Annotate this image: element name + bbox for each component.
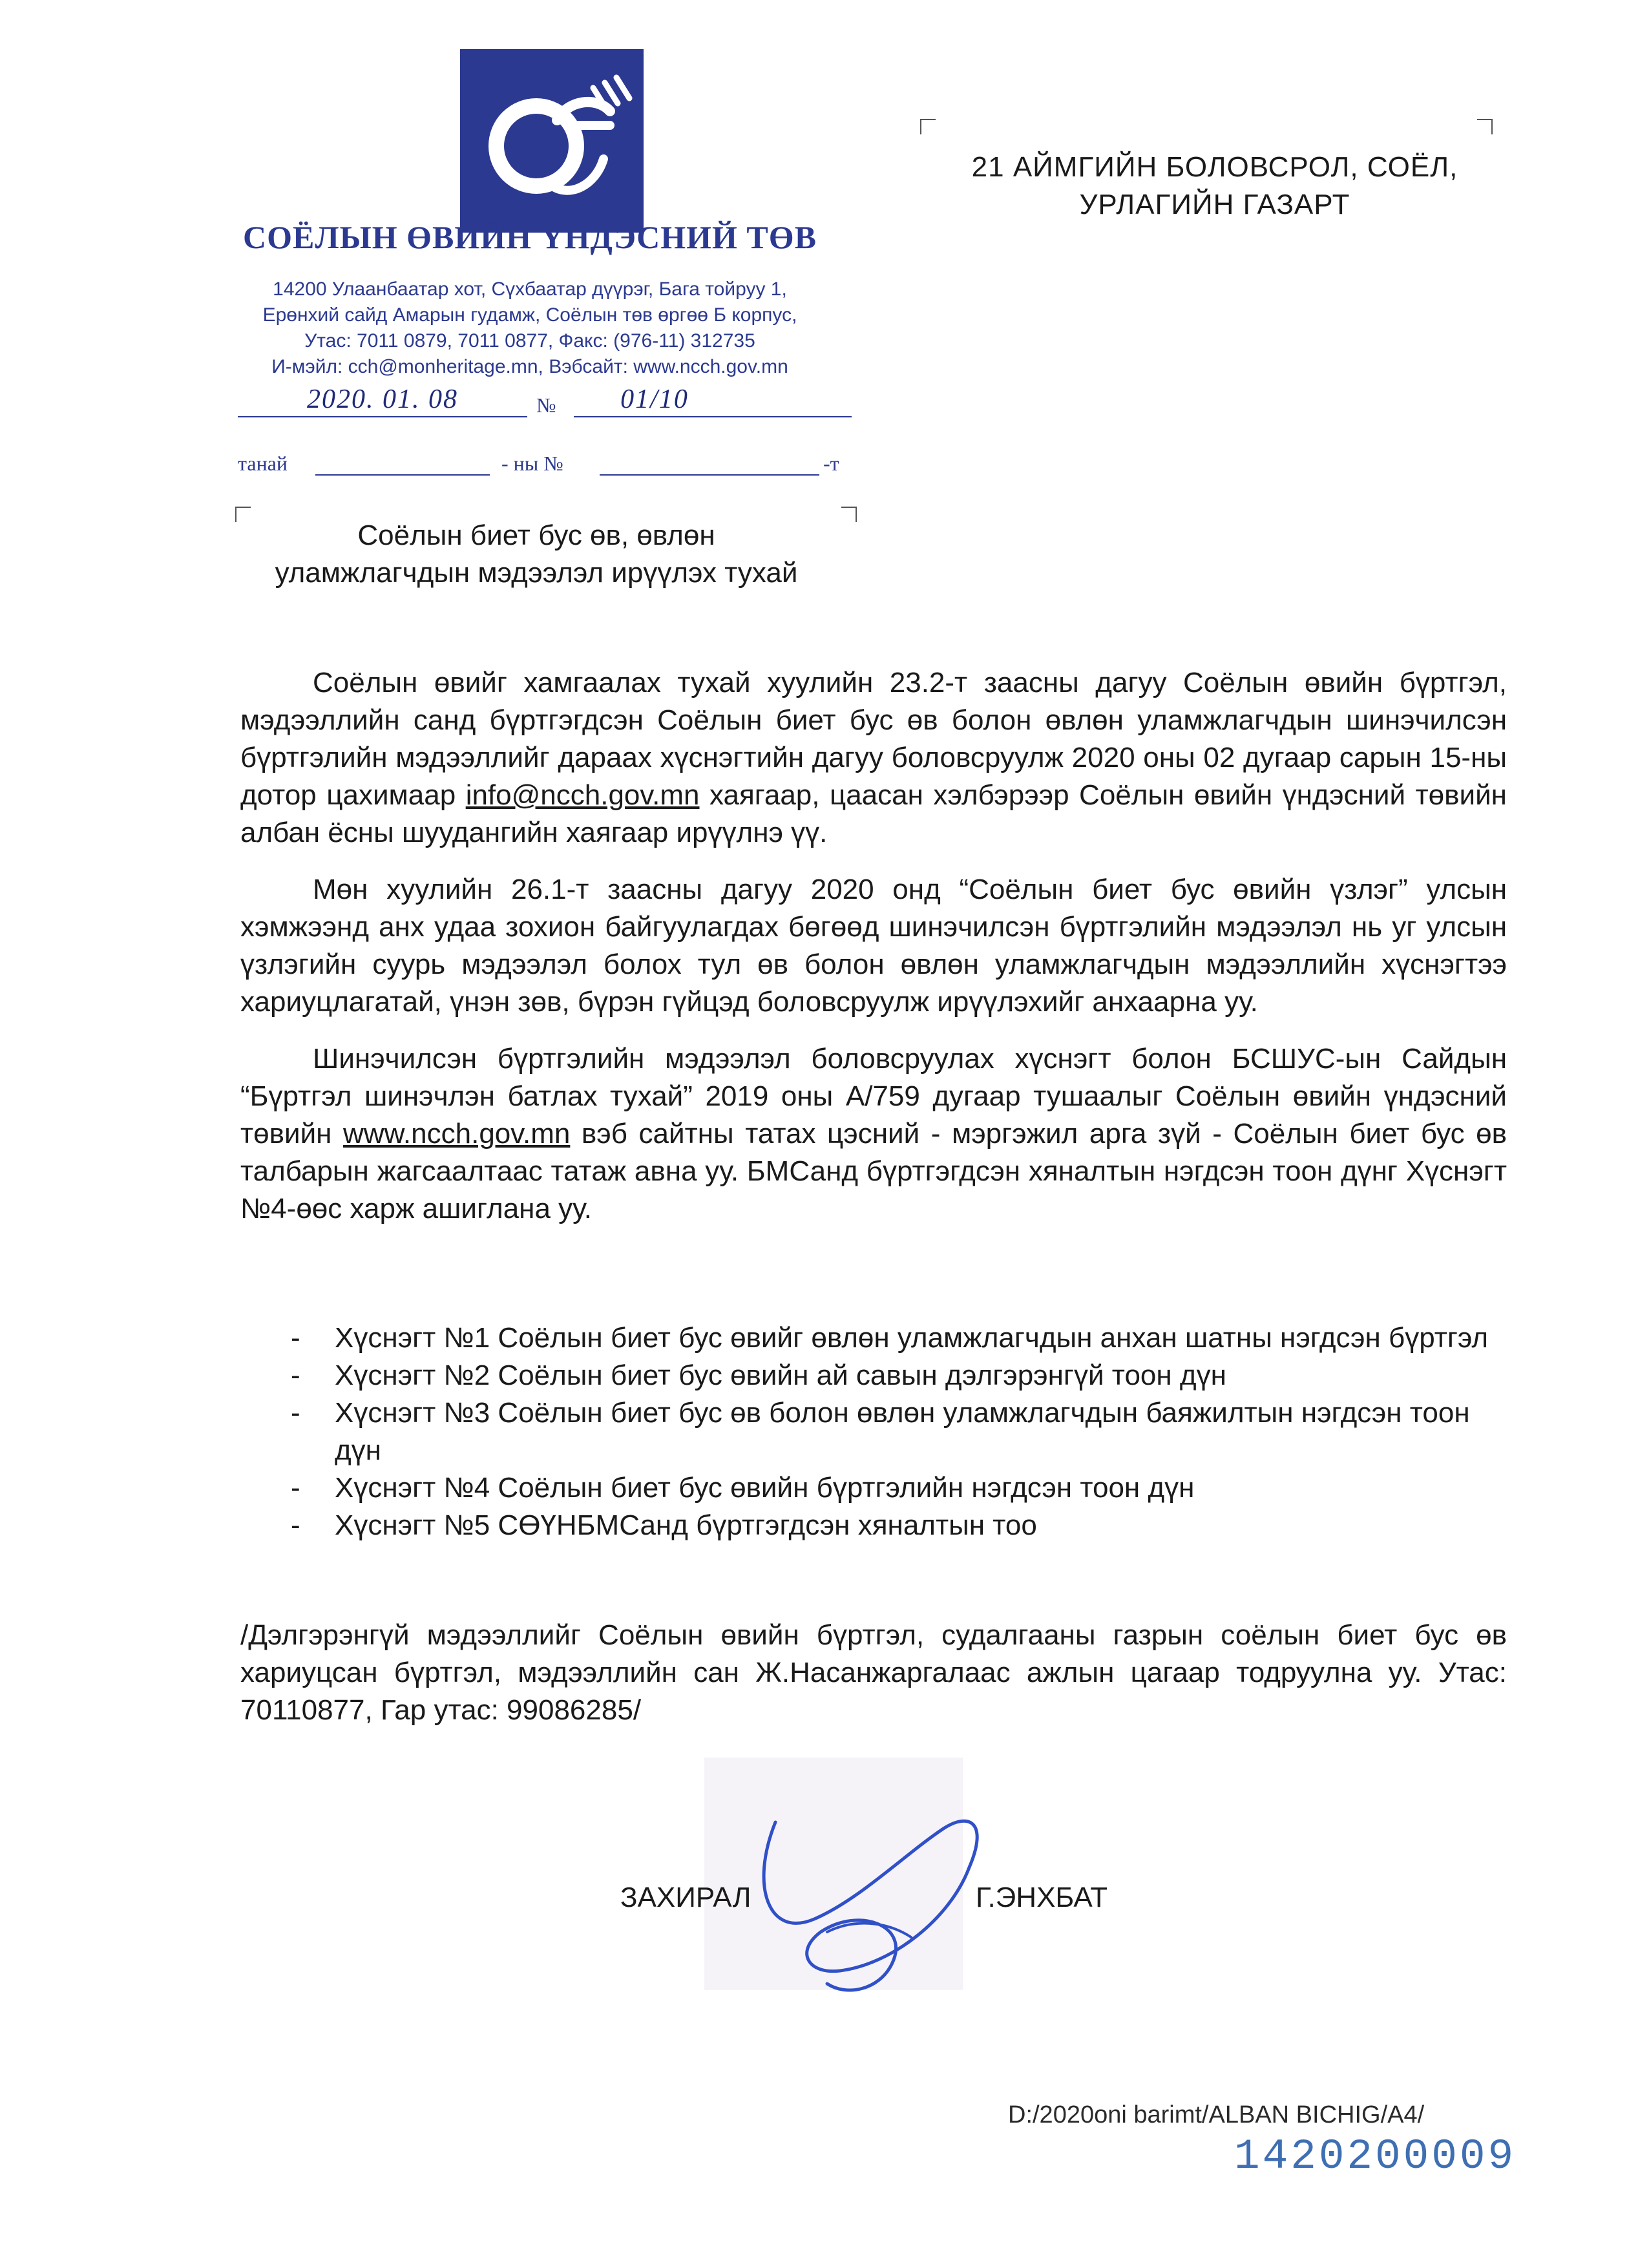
file-path: D:/2020oni barimt/ALBAN BICHIG/A4/ <box>1008 2101 1425 2128</box>
outgoing-reference <box>238 384 852 421</box>
your-number-underline <box>600 474 819 476</box>
recipient-line: УРЛАГИЙН ГАЗАРТ <box>1079 189 1350 220</box>
website-link[interactable]: www.ncch.gov.mn <box>343 1118 571 1150</box>
body-paragraph <box>240 1040 1507 1228</box>
letter-number: 01/10 <box>620 384 689 414</box>
your-date-underline <box>315 474 490 476</box>
list-item <box>240 1469 1507 1507</box>
handwritten-signature <box>698 1770 1060 2042</box>
signatory-name: Г.ЭНХБАТ <box>976 1882 1108 1913</box>
list-item-text: Хүснэгт №4 Соёлын биет бус өвийн бүртгэлийн нэгдсэн тоон дүн <box>335 1472 1195 1504</box>
email-link[interactable]: info@ncch.gov.mn <box>465 779 700 811</box>
list-dash: - <box>291 1397 300 1429</box>
list-item-text: Хүснэгт №5 СӨҮНБМСанд бүртгэгдсэн хяналтын тоо <box>335 1509 1037 1541</box>
list-item-text: Хүснэгт №2 Соёлын биет бус өвийн ай савын дэлгэрэнгүй тоон дүн <box>335 1360 1226 1391</box>
phone-fax-line: Утас: 7011 0879, 7011 0877, Факс: (976-11) 312735 <box>304 330 755 352</box>
signatory-title: ЗАХИРАЛ <box>620 1882 751 1913</box>
incoming-reference <box>238 446 852 479</box>
date-underline <box>238 416 527 417</box>
list-item <box>240 1394 1507 1469</box>
organization-logo <box>460 49 644 233</box>
table-list <box>240 1319 1507 1544</box>
registration-stamp-number: 1420200009 <box>1234 2132 1517 2181</box>
list-item-text: Хүснэгт №1 Соёлын биет бус өвийг өвлөн уламжлагчдын анхан шатны нэгдсэн бүртгэл <box>335 1322 1489 1354</box>
paragraph-text: Соёлын өвийг хамгаалах тухай хуулийн 23.2-т заасны дагуу Соёлын өвийн бүртгэл, мэдээллийн санд бүртгэгдсэн Соёлын биет бус өв болон өвлөн уламжлагчдын шинэчилсэн бүртгэлийн мэдээллийг дараах хүснэгтийн дагуу боловсруулж 2020 оны 02 дугаар сарын 15-ны дотор цахимаар <box>240 667 1507 811</box>
recipient-corner-mark <box>1477 119 1493 134</box>
recipient-corner-mark <box>920 119 936 134</box>
contact-note: /Дэлгэрэнгүй мэдээллийг Соёлын өвийн бүртгэл, судалгааны газрын соёлын биет бус өв хариуцсан бүртгэл, мэдээллийн сан Ж.Насанжаргалаас ажлын цагаар тодруулна уу. Утас: 70110877, Гар утас: 99086285/ <box>240 1619 1507 1726</box>
list-item <box>240 1357 1507 1394</box>
list-item <box>240 1319 1507 1357</box>
paragraph-text: Шинэчилсэн бүртгэлийн мэдээлэл боловсруулах хүснэгт болон БСШУС-ын Сайдын “Бүртгэл шинэчлэн батлах тухай” 2019 оны А/759 дугаар тушаалыг Соёлын өвийн үндэсний төвийн <box>240 1043 1507 1150</box>
list-dash: - <box>291 1322 300 1354</box>
list-dash: - <box>291 1472 300 1504</box>
letter-date: 2020. 01. 08 <box>307 384 458 414</box>
list-item <box>240 1507 1507 1544</box>
address-line: Ерөнхий сайд Амарын гудамж, Соёлын төв өргөө Б корпус, <box>262 304 797 326</box>
organization-contact <box>213 277 846 380</box>
address-line: 14200 Улаанбаатар хот, Сүхбаатар дүүрэг, Бага тойруу 1, <box>273 278 787 300</box>
subject-line: уламжлагчдын мэдээлэл ирүүлэх тухай <box>275 557 798 589</box>
list-dash: - <box>291 1360 300 1391</box>
recipient-line: 21 АЙМГИЙН БОЛОВСРОЛ, СОЁЛ, <box>971 151 1458 183</box>
body-paragraph: Мөн хуулийн 26.1-т заасны дагуу 2020 онд “Соёлын биет бус өвийн үзлэг” улсын хэмжээнд анх удаа зохион байгуулагдах бөгөөд шинэчилсэн бүртгэлийн мэдээлэл нь уг улсын үзлэгийн суурь мэдээлэл болох тул өв болон өвлөн уламжлагчдын мэдээллийн хүснэгтээ хариуцлагатай, үнэн зөв, бүрэн гүйцэд боловсруулж ирүүлэхийг анхаарна уу. <box>240 874 1507 1018</box>
your-suffix: -т <box>823 452 839 475</box>
subject-line: Соёлын биет бус өв, өвлөн <box>357 520 715 551</box>
paragraph-text: вэб сайтны татах цэсний - мэргэжил арга зүй - Соёлын биет бус өв талбарын жагсаалтаас татаж авна уу. БМСанд бүртгэгдсэн хяналтын нэгдсэн тоон дүнг Хүснэгт №4-өөс харж ашиглана уу. <box>240 1118 1507 1224</box>
letter-subject <box>213 517 859 592</box>
list-dash: - <box>291 1509 300 1541</box>
logo-emblem-icon <box>460 49 644 233</box>
paragraph-text: хаягаар, цаасан хэлбэрээр Соёлын өвийн үндэсний төвийн албан ёсны шуудангийн хаягаар ирүүлнэ үү. <box>240 779 1507 848</box>
recipient-block <box>892 149 1538 224</box>
your-label: танай <box>238 452 288 475</box>
body-paragraph <box>240 664 1507 852</box>
number-label: № <box>536 394 556 417</box>
email-website-line: И-мэйл: cch@monheritage.mn, Вэбсайт: www.ncch.gov.mn <box>271 356 788 377</box>
letter-body <box>240 664 1507 1247</box>
number-underline <box>574 416 852 417</box>
your-number-label: - ны № <box>501 452 563 475</box>
list-item-text: Хүснэгт №3 Соёлын биет бус өв болон өвлөн уламжлагчдын баяжилтын нэгдсэн тоон дүн <box>335 1397 1470 1466</box>
organization-name: СОЁЛЫН ӨВИЙН ҮНДЭСНИЙ ТӨВ <box>243 219 817 255</box>
